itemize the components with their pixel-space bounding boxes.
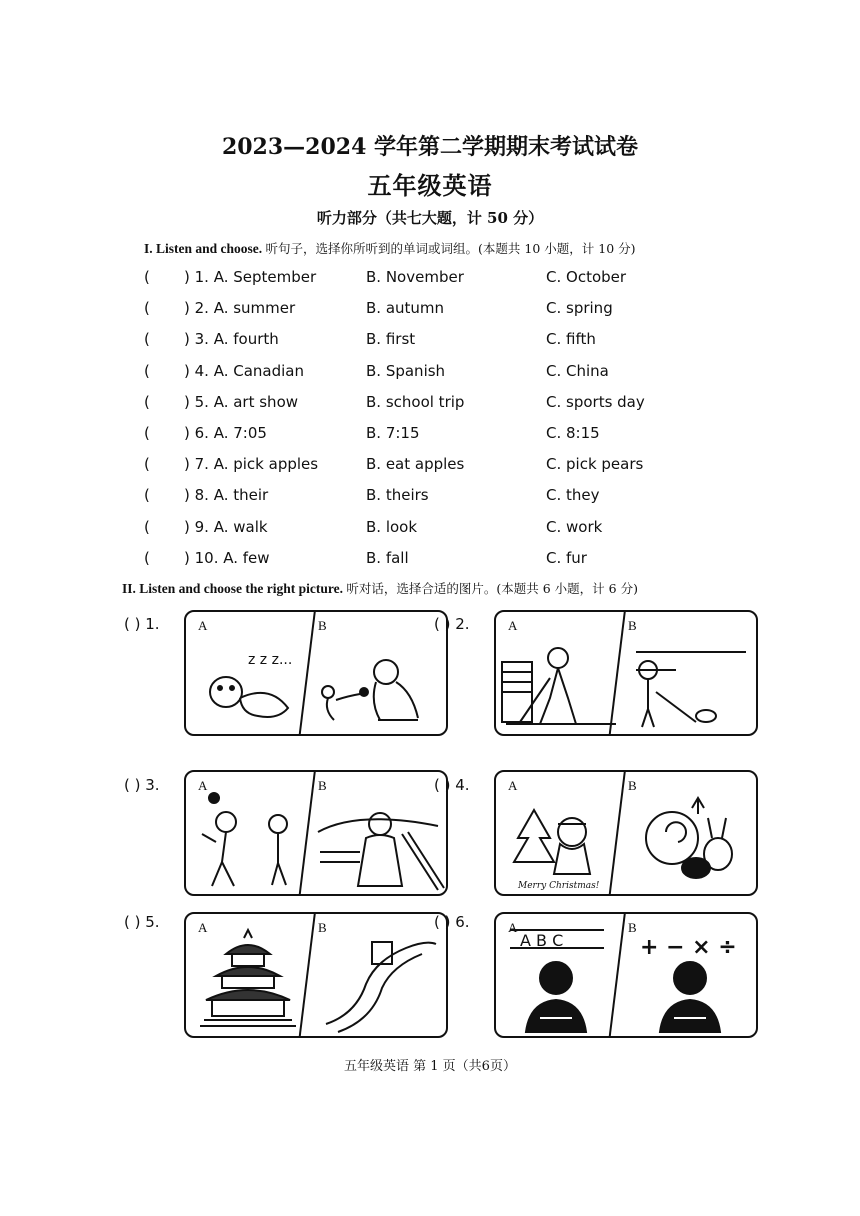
section2-heading <box>122 579 638 597</box>
answer-paren-open: ( <box>144 268 150 286</box>
english-class-and-math-class-illustration <box>496 914 760 1040</box>
question-row <box>0 518 860 542</box>
answer-paren-open: ( <box>144 517 150 536</box>
picture-question-4 <box>494 770 758 896</box>
option-b: B. 7:15 <box>366 424 420 442</box>
picture-question-5 <box>184 912 448 1038</box>
part-heading: 听力部分（共七大题，计 50 分） <box>316 209 544 227</box>
answer-paren-open: ( <box>144 548 150 567</box>
temple-of-heaven-and-great-wall-illustration <box>186 914 450 1040</box>
option-b: B. autumn <box>366 299 445 318</box>
question-number-option-a: ) 6. A. 7:05 <box>184 424 267 442</box>
question-number-option-a: ) 1. A. September <box>184 268 317 286</box>
question-row <box>0 455 860 479</box>
option-b: B. eat apples <box>366 455 465 474</box>
picture-question-2 <box>494 610 758 736</box>
question-row <box>0 362 860 386</box>
option-a-label: A <box>508 778 518 793</box>
section2-instruction: 听对话，选择合适的图片。(本题共 6 小题，计 6 分) <box>346 581 638 596</box>
abc-text: A B C <box>520 931 564 950</box>
question-number-option-a: ) 2. A. summer <box>184 299 296 318</box>
exam-subject: 五年级英语 <box>367 171 493 200</box>
option-c: C. 8:15 <box>546 424 600 442</box>
pic-question-4-number: ( ) 4. <box>434 776 470 794</box>
option-a-label: A <box>198 920 208 935</box>
option-c: C. work <box>546 517 603 536</box>
question-row <box>0 330 860 354</box>
option-c: C. sports day <box>546 392 645 411</box>
question-number-option-a: ) 8. A. their <box>184 486 269 505</box>
question-number-option-a: ) 7. A. pick apples <box>184 455 319 474</box>
pic-question-3-number: ( ) 3. <box>124 776 160 794</box>
option-b-label: B <box>318 778 327 793</box>
option-b: B. fall <box>366 548 409 567</box>
section1-title: I. Listen and choose. <box>144 241 263 256</box>
option-b: B. Spanish <box>366 361 446 380</box>
option-b: B. November <box>366 268 464 286</box>
pic-question-2-number: ( ) 2. <box>434 615 470 633</box>
question-row <box>0 549 860 573</box>
answer-paren-open: ( <box>144 392 150 411</box>
exam-title: 2023—2024 学年第二学期期末考试试卷 <box>221 134 639 160</box>
christmas-and-moon-rabbit-illustration <box>496 772 760 898</box>
question-number-option-a: ) 4. A. Canadian <box>184 361 304 380</box>
option-c: C. China <box>546 361 609 380</box>
option-b-label: B <box>318 920 327 935</box>
answer-paren-open: ( <box>144 486 150 505</box>
option-b-label: B <box>318 618 327 633</box>
sleeping-bear-and-bear-with-flower-illustration <box>186 612 450 738</box>
picture-question-6 <box>494 912 758 1038</box>
answer-paren-open: ( <box>144 361 150 380</box>
pic-question-6-number: ( ) 6. <box>434 913 470 931</box>
answer-paren-open: ( <box>144 455 150 474</box>
question-number-option-a: ) 5. A. art show <box>184 392 299 411</box>
option-c: C. they <box>546 486 600 505</box>
option-c: C. October <box>546 268 627 286</box>
answer-paren-open: ( <box>144 299 150 318</box>
picture-question-1 <box>184 610 448 736</box>
pic-question-1-number: ( ) 1. <box>124 615 160 633</box>
question-row <box>0 393 860 417</box>
question-number-option-a: ) 9. A. walk <box>184 517 268 536</box>
option-c: C. fifth <box>546 330 596 349</box>
page-footer: 五年级英语 第 1 页（共6页） <box>344 1059 516 1074</box>
option-a-label: A <box>508 618 518 633</box>
question-row <box>0 299 860 323</box>
merry-christmas-caption: Merry Christmas! <box>518 881 600 891</box>
question-row <box>0 268 860 292</box>
section1-instruction: 听句子，选择你所听到的单词或词组。(本题共 10 小题，计 10 分) <box>265 241 636 256</box>
option-b-label: B <box>628 618 637 633</box>
picture-question-3 <box>184 770 448 896</box>
option-b: B. theirs <box>366 486 429 505</box>
option-b: B. look <box>366 517 418 536</box>
svg-text:z z z...: z z z... <box>248 652 293 668</box>
option-a-label: A <box>198 618 208 633</box>
girl-sweeping-and-girl-walking-dog-illustration <box>496 612 760 738</box>
question-row <box>0 424 860 448</box>
option-c: C. fur <box>546 548 587 567</box>
option-c: C. pick pears <box>546 455 644 474</box>
math-symbols-text: + − × ÷ <box>640 935 737 960</box>
section1-heading <box>144 239 636 257</box>
answer-paren-open: ( <box>144 330 150 349</box>
pic-question-5-number: ( ) 5. <box>124 913 160 931</box>
option-b: B. school trip <box>366 392 465 411</box>
option-b-label: B <box>628 778 637 793</box>
question-number-option-a: ) 10. A. few <box>184 548 270 567</box>
option-a-label: A <box>198 778 208 793</box>
question-row <box>0 486 860 510</box>
option-c: C. spring <box>546 299 613 318</box>
section2-title: II. Listen and choose the right picture. <box>122 581 344 596</box>
option-a-label: A <box>508 920 518 935</box>
option-b: B. first <box>366 330 416 349</box>
option-b-label: B <box>628 920 637 935</box>
snowball-fight-and-girl-in-field-illustration <box>186 772 450 898</box>
answer-paren-open: ( <box>144 424 150 442</box>
question-number-option-a: ) 3. A. fourth <box>184 330 279 349</box>
